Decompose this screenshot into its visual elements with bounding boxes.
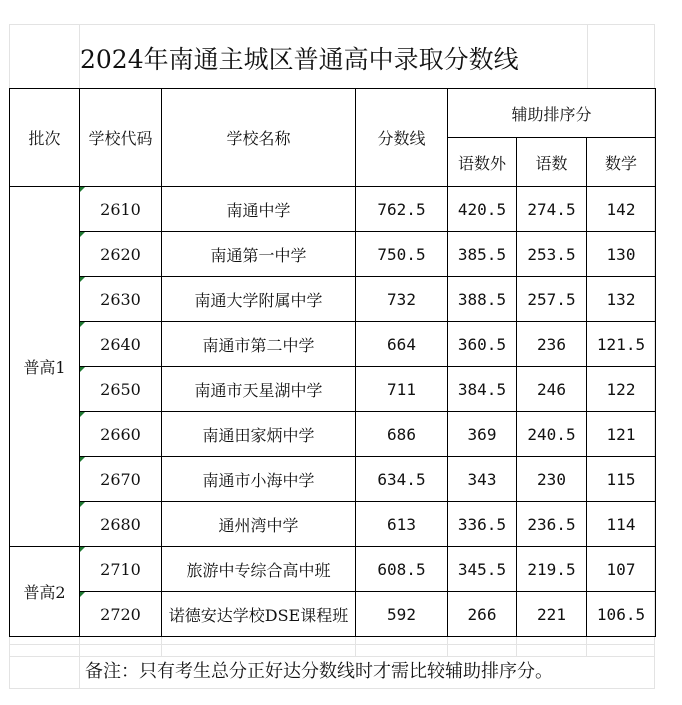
sx-cell: 122 <box>587 367 656 412</box>
header-aux-sort-score: 辅助排序分 <box>448 89 656 138</box>
gridline <box>9 656 655 657</box>
ys-cell: 236.5 <box>517 502 587 547</box>
gridline <box>79 637 80 689</box>
gridline <box>9 644 655 645</box>
header-row <box>10 89 656 138</box>
school-code-cell <box>80 277 162 322</box>
cell-marker <box>80 187 85 192</box>
ysw-cell: 343 <box>448 457 517 502</box>
score-cell: 634.5 <box>356 457 448 502</box>
header-batch: 批次 <box>10 89 80 187</box>
score-cell: 750.5 <box>356 232 448 277</box>
ys-cell: 219.5 <box>517 547 587 592</box>
ys-cell: 246 <box>517 367 587 412</box>
table-row <box>10 277 656 322</box>
batch-cell: 普高1 <box>10 187 80 547</box>
school-code: 2640 <box>100 334 141 354</box>
school-name-cell: 南通大学附属中学 <box>162 277 356 322</box>
school-code: 2620 <box>100 244 141 264</box>
school-name-cell: 南通市小海中学 <box>162 457 356 502</box>
score-cell: 732 <box>356 277 448 322</box>
school-code-cell <box>80 412 162 457</box>
ysw-cell: 360.5 <box>448 322 517 367</box>
school-name-cell: 通州湾中学 <box>162 502 356 547</box>
score-cell: 686 <box>356 412 448 457</box>
sx-cell: 132 <box>587 277 656 322</box>
ysw-cell: 384.5 <box>448 367 517 412</box>
school-code: 2670 <box>100 469 141 489</box>
cell-marker <box>80 547 85 552</box>
table-row <box>10 592 656 637</box>
school-name-cell: 南通第一中学 <box>162 232 356 277</box>
ys-cell: 257.5 <box>517 277 587 322</box>
cell-marker <box>80 322 85 327</box>
school-code-cell <box>80 502 162 547</box>
sx-cell: 142 <box>587 187 656 232</box>
header-chinese-math: 语数 <box>517 138 587 187</box>
gridline <box>587 24 588 88</box>
school-name-cell: 诺德安达学校DSE课程班 <box>162 592 356 637</box>
school-code-cell <box>80 232 162 277</box>
school-code: 2660 <box>100 424 141 444</box>
header-score-line: 分数线 <box>356 89 448 187</box>
score-cell: 762.5 <box>356 187 448 232</box>
cell-marker <box>80 232 85 237</box>
header-school-code: 学校代码 <box>80 89 162 187</box>
score-cell: 613 <box>356 502 448 547</box>
table-row <box>10 187 656 232</box>
school-name-cell: 南通市第二中学 <box>162 322 356 367</box>
sx-cell: 121 <box>587 412 656 457</box>
table-row <box>10 457 656 502</box>
ys-cell: 274.5 <box>517 187 587 232</box>
school-code-cell <box>80 457 162 502</box>
sx-cell: 114 <box>587 502 656 547</box>
school-code: 2630 <box>100 289 141 309</box>
header-math: 数学 <box>587 138 656 187</box>
ysw-cell: 385.5 <box>448 232 517 277</box>
table-row <box>10 502 656 547</box>
gridline <box>586 637 587 657</box>
ysw-cell: 266 <box>448 592 517 637</box>
gridline <box>516 637 517 657</box>
score-cell: 592 <box>356 592 448 637</box>
batch-cell: 普高2 <box>10 547 80 637</box>
cell-marker <box>80 367 85 372</box>
ys-cell: 253.5 <box>517 232 587 277</box>
school-name-cell: 南通中学 <box>162 187 356 232</box>
sx-cell: 121.5 <box>587 322 656 367</box>
gridline <box>447 637 448 657</box>
sx-cell: 106.5 <box>587 592 656 637</box>
cell-marker <box>80 277 85 282</box>
score-cell: 711 <box>356 367 448 412</box>
gridline <box>9 24 655 25</box>
school-code: 2710 <box>100 559 141 579</box>
school-name-cell: 旅游中专综合高中班 <box>162 547 356 592</box>
header-school-name: 学校名称 <box>162 89 356 187</box>
cell-marker <box>80 412 85 417</box>
sx-cell: 115 <box>587 457 656 502</box>
school-code-cell <box>80 592 162 637</box>
score-cell: 664 <box>356 322 448 367</box>
school-name-cell: 南通田家炳中学 <box>162 412 356 457</box>
header-chinese-math-english: 语数外 <box>448 138 517 187</box>
ys-cell: 240.5 <box>517 412 587 457</box>
cell-marker <box>80 457 85 462</box>
table-row <box>10 322 656 367</box>
gridline <box>355 637 356 657</box>
sx-cell: 107 <box>587 547 656 592</box>
school-code: 2610 <box>100 199 141 219</box>
table-row <box>10 412 656 457</box>
school-code-cell <box>80 547 162 592</box>
sx-cell: 130 <box>587 232 656 277</box>
table-row <box>10 547 656 592</box>
school-code: 2720 <box>100 604 141 624</box>
school-code-cell <box>80 367 162 412</box>
school-code: 2680 <box>100 514 141 534</box>
gridline <box>161 637 162 657</box>
school-code-cell <box>80 187 162 232</box>
ysw-cell: 420.5 <box>448 187 517 232</box>
school-code: 2650 <box>100 379 141 399</box>
ysw-cell: 388.5 <box>448 277 517 322</box>
table-row <box>10 367 656 412</box>
ys-cell: 221 <box>517 592 587 637</box>
ysw-cell: 345.5 <box>448 547 517 592</box>
school-name-cell: 南通市天星湖中学 <box>162 367 356 412</box>
ysw-cell: 336.5 <box>448 502 517 547</box>
ysw-cell: 369 <box>448 412 517 457</box>
score-table <box>9 88 656 637</box>
footnote: 备注：只有考生总分正好达分数线时才需比较辅助排序分。 <box>85 661 553 682</box>
ys-cell: 230 <box>517 457 587 502</box>
gridline <box>9 688 655 689</box>
cell-marker <box>80 502 85 507</box>
score-cell: 608.5 <box>356 547 448 592</box>
school-code-cell <box>80 322 162 367</box>
page-title: 2024年南通主城区普通高中录取分数线 <box>80 45 519 74</box>
ys-cell: 236 <box>517 322 587 367</box>
table-row <box>10 232 656 277</box>
cell-marker <box>80 592 85 597</box>
